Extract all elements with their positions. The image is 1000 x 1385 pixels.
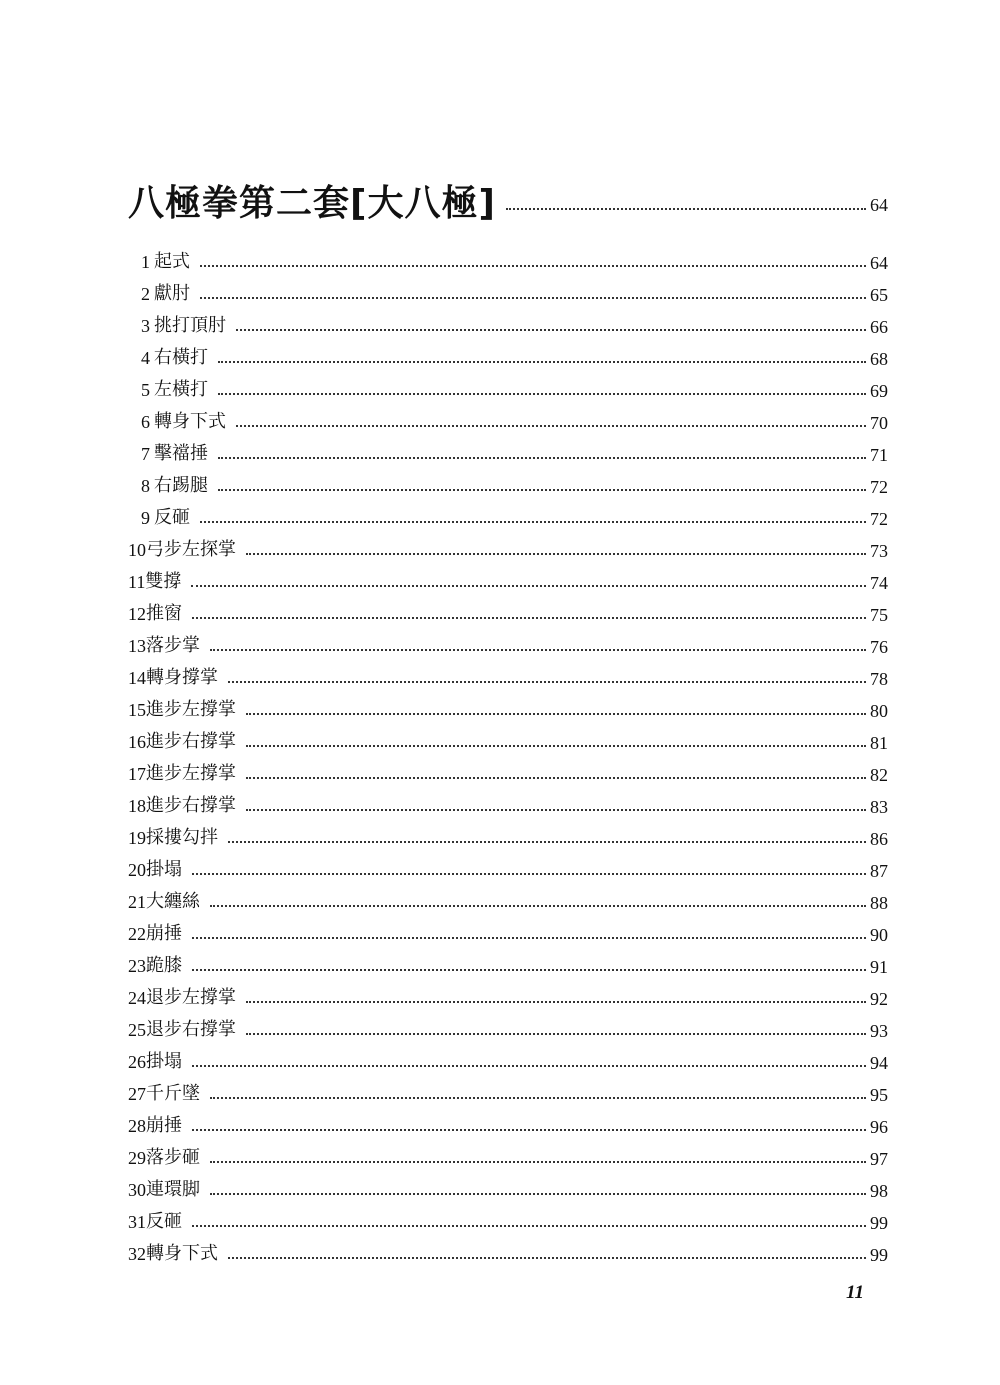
- entry-page-number: 93: [870, 1021, 888, 1041]
- dot-leader: [236, 329, 866, 331]
- entry-title: 掛塌: [146, 859, 182, 880]
- dot-leader: [192, 969, 866, 971]
- entry-number: 21: [128, 892, 146, 912]
- entry-page-number: 81: [870, 733, 888, 753]
- entry-title: 進步左撐掌: [146, 763, 236, 784]
- toc-entry[interactable]: [128, 594, 888, 626]
- entry-page-number: 97: [870, 1149, 888, 1169]
- entry-page-number: 82: [870, 765, 888, 785]
- entry-page-number: 72: [870, 509, 888, 529]
- section-title: 八極拳第二套[大八極]: [128, 183, 496, 224]
- entry-number: 30: [128, 1180, 146, 1200]
- section-heading-row[interactable]: [128, 162, 888, 222]
- dot-leader: [246, 777, 866, 779]
- entry-title: 進步左撐掌: [146, 699, 236, 720]
- dot-leader: [246, 553, 866, 555]
- entry-title: 轉身撐掌: [146, 667, 218, 688]
- entry-title: 連環脚: [146, 1179, 200, 1200]
- entry-number: 20: [128, 860, 146, 880]
- entry-number: 22: [128, 924, 146, 944]
- entry-title: 弓步左探掌: [146, 539, 236, 560]
- entry-title: 千斤墜: [146, 1083, 200, 1104]
- entry-title: 進步右撐掌: [146, 795, 236, 816]
- entry-page-number: 94: [870, 1053, 888, 1073]
- entry-page-number: 75: [870, 605, 888, 625]
- entry-page-number: 91: [870, 957, 888, 977]
- entry-page-number: 92: [870, 989, 888, 1009]
- entry-page-number: 78: [870, 669, 888, 689]
- dot-leader: [246, 713, 866, 715]
- dot-leader: [228, 841, 866, 843]
- dot-leader: [228, 681, 866, 683]
- toc-entry[interactable]: [128, 626, 888, 658]
- entry-page-number: 76: [870, 637, 888, 657]
- entry-page-number: 83: [870, 797, 888, 817]
- entry-title: 進步右撐掌: [146, 731, 236, 752]
- entry-number: 17: [128, 764, 146, 784]
- toc-entry[interactable]: [128, 1138, 888, 1170]
- entry-number: 2: [141, 284, 150, 304]
- entry-page-number: 72: [870, 477, 888, 497]
- toc-entry[interactable]: [128, 882, 888, 914]
- toc-entry[interactable]: [128, 658, 888, 690]
- toc-entry[interactable]: [128, 306, 888, 338]
- entry-title: 反砸: [154, 507, 190, 528]
- entry-page-number: 80: [870, 701, 888, 721]
- entry-page-number: 71: [870, 445, 888, 465]
- entry-title: 轉身下式: [154, 411, 226, 432]
- dot-leader: [210, 649, 866, 651]
- entry-number: 24: [128, 988, 146, 1008]
- entry-page-number: 68: [870, 349, 888, 369]
- entry-title: 起式: [154, 251, 190, 272]
- dot-leader: [191, 585, 866, 587]
- entry-title: 推窗: [146, 603, 182, 624]
- toc-entry[interactable]: [128, 818, 888, 850]
- entry-number: 3: [141, 316, 150, 336]
- toc-entry[interactable]: [128, 1170, 888, 1202]
- dot-leader: [210, 1193, 866, 1195]
- entry-page-number: 90: [870, 925, 888, 945]
- toc-entry[interactable]: [128, 1042, 888, 1074]
- entry-number: 18: [128, 796, 146, 816]
- dot-leader: [210, 1097, 866, 1099]
- entry-number: 29: [128, 1148, 146, 1168]
- dot-leader: [192, 1225, 866, 1227]
- entry-number: 5: [141, 380, 150, 400]
- entry-title: 落步砸: [146, 1147, 200, 1168]
- entry-number: 31: [128, 1212, 146, 1232]
- dot-leader: [218, 457, 866, 459]
- dot-leader: [246, 1033, 866, 1035]
- entry-number: 15: [128, 700, 146, 720]
- entry-page-number: 69: [870, 381, 888, 401]
- entry-number: 26: [128, 1052, 146, 1072]
- entry-page-number: 65: [870, 285, 888, 305]
- entry-title: 跪膝: [146, 955, 182, 976]
- entry-page-number: 99: [870, 1213, 888, 1233]
- entry-page-number: 87: [870, 861, 888, 881]
- entry-number: 7: [141, 444, 150, 464]
- toc-entry[interactable]: [128, 914, 888, 946]
- entry-page-number: 86: [870, 829, 888, 849]
- entry-title: 擊襠捶: [154, 443, 208, 464]
- dot-leader: [218, 361, 866, 363]
- dot-leader: [210, 1161, 866, 1163]
- toc-entry[interactable]: [128, 274, 888, 306]
- toc-entry-list: [128, 242, 888, 1266]
- entry-number: 28: [128, 1116, 146, 1136]
- toc-entry[interactable]: [128, 786, 888, 818]
- dot-leader: [218, 393, 866, 395]
- dot-leader: [228, 1257, 866, 1259]
- entry-number: 27: [128, 1084, 146, 1104]
- entry-number: 6: [141, 412, 150, 432]
- entry-page-number: 96: [870, 1117, 888, 1137]
- entry-title: 崩捶: [146, 923, 182, 944]
- entry-number: 9: [141, 508, 150, 528]
- toc-entry[interactable]: [128, 562, 888, 594]
- toc-entry[interactable]: [128, 1010, 888, 1042]
- entry-page-number: 70: [870, 413, 888, 433]
- toc-entry[interactable]: [128, 370, 888, 402]
- entry-number: 16: [128, 732, 146, 752]
- entry-number: 23: [128, 956, 146, 976]
- entry-title: 左橫打: [154, 379, 208, 400]
- dot-leader: [218, 489, 866, 491]
- toc-entry[interactable]: [128, 242, 888, 274]
- toc-entry[interactable]: [128, 402, 888, 434]
- dot-leader: [192, 1129, 866, 1131]
- dot-leader: [192, 937, 866, 939]
- entry-title: 右橫打: [154, 347, 208, 368]
- dot-leader: [246, 809, 866, 811]
- entry-page-number: 99: [870, 1245, 888, 1265]
- dot-leader: [192, 617, 866, 619]
- entry-title: 轉身下式: [146, 1243, 218, 1264]
- entry-number: 4: [141, 348, 150, 368]
- entry-title: 掛塌: [146, 1051, 182, 1072]
- dot-leader: [210, 905, 866, 907]
- entry-title: 獻肘: [154, 283, 190, 304]
- toc-entry[interactable]: [128, 1074, 888, 1106]
- entry-page-number: 64: [870, 253, 888, 273]
- entry-title: 挑打頂肘: [154, 315, 226, 336]
- toc-entry[interactable]: [128, 434, 888, 466]
- entry-number: 12: [128, 604, 146, 624]
- entry-title: 落步掌: [146, 635, 200, 656]
- entry-title: 退步右撐掌: [146, 1019, 236, 1040]
- toc-entry[interactable]: [128, 1234, 888, 1266]
- entry-page-number: 98: [870, 1181, 888, 1201]
- toc-entry[interactable]: [128, 530, 888, 562]
- dot-leader: [200, 265, 866, 267]
- table-of-contents: [128, 162, 888, 1266]
- dot-leader: [192, 873, 866, 875]
- toc-entry[interactable]: [128, 338, 888, 370]
- entry-page-number: 66: [870, 317, 888, 337]
- entry-number: 10: [128, 540, 146, 560]
- toc-entry[interactable]: [128, 1106, 888, 1138]
- toc-entry[interactable]: [128, 1202, 888, 1234]
- entry-page-number: 95: [870, 1085, 888, 1105]
- entry-number: 13: [128, 636, 146, 656]
- entry-number: 1: [141, 252, 150, 272]
- entry-title: 右踢腿: [154, 475, 208, 496]
- dot-leader: [246, 745, 866, 747]
- dot-leader: [246, 1001, 866, 1003]
- entry-number: 25: [128, 1020, 146, 1040]
- toc-entry[interactable]: [128, 946, 888, 978]
- section-page-number: 64: [870, 195, 888, 215]
- entry-title: 採摟勾拌: [146, 827, 218, 848]
- toc-entry[interactable]: [128, 850, 888, 882]
- toc-entry[interactable]: [128, 498, 888, 530]
- dot-leader: [506, 208, 866, 210]
- dot-leader: [192, 1065, 866, 1067]
- toc-entry[interactable]: [128, 690, 888, 722]
- entry-number: 8: [141, 476, 150, 496]
- entry-title: 反砸: [146, 1211, 182, 1232]
- entry-page-number: 74: [870, 573, 888, 593]
- toc-entry[interactable]: [128, 722, 888, 754]
- entry-number: 32: [128, 1244, 146, 1264]
- toc-entry[interactable]: [128, 754, 888, 786]
- entry-title: 雙撐: [145, 571, 182, 592]
- toc-entry[interactable]: [128, 978, 888, 1010]
- entry-title: 退步左撐掌: [146, 987, 236, 1008]
- dot-leader: [200, 297, 866, 299]
- entry-number: 14: [128, 668, 146, 688]
- entry-title: 崩捶: [146, 1115, 182, 1136]
- dot-leader: [200, 521, 866, 523]
- entry-page-number: 73: [870, 541, 888, 561]
- entry-number: 19: [128, 828, 146, 848]
- toc-entry[interactable]: [128, 466, 888, 498]
- entry-number: 11: [128, 572, 146, 592]
- dot-leader: [236, 425, 866, 427]
- entry-title: 大纏絲: [146, 891, 200, 912]
- entry-page-number: 88: [870, 893, 888, 913]
- page-number: 11: [846, 1282, 864, 1303]
